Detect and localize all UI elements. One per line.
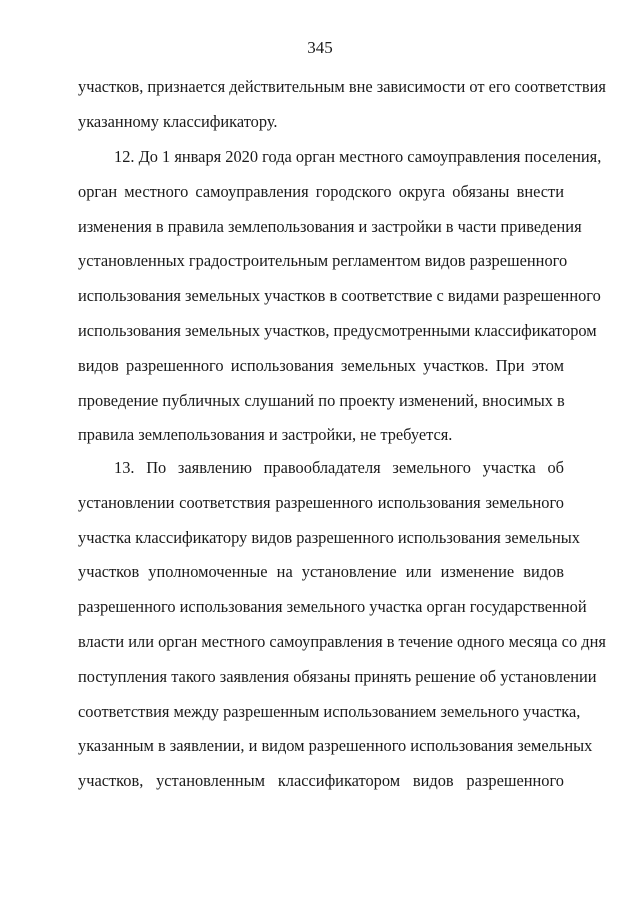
paragraph-12 <box>78 140 602 453</box>
text-line: изменения в правила землепользования и застройки в части приведения <box>78 216 582 236</box>
text-line: 12. До 1 января 2020 года орган местного самоуправления поселения, <box>114 147 602 166</box>
text-line: участков, признается действительным вне зависимости от его соответствия <box>78 77 606 96</box>
text-line: установленных градостроительным регламентом видов разрешенного <box>78 251 568 271</box>
text-line: использования земельных участков, предусмотренными классификатором <box>78 320 597 340</box>
text-line: участков, установленным классификатором видов разрешенного <box>78 771 564 791</box>
text-line: участка классификатору видов разрешенного использования земельных <box>78 527 580 547</box>
text-line: проведение публичных слушаний по проекту изменений, вносимых в <box>78 390 565 410</box>
text-line: указанному классификатору. <box>78 111 278 131</box>
page-number: 345 <box>307 38 333 57</box>
text-line: поступления такого заявления обязаны принять решение об установлении <box>78 666 597 686</box>
text-line: правила землепользования и застройки, не требуется. <box>78 425 453 445</box>
text-line: власти или орган местного самоуправления в течение одного месяца со дня <box>78 631 606 651</box>
text-line: использования земельных участков в соответствие с видами разрешенного <box>78 286 601 306</box>
text-line: участков уполномоченные на установление или изменение видов <box>78 562 564 582</box>
text-line: 13. По заявлению правообладателя земельного участка об <box>114 458 564 477</box>
text-line: видов разрешенного использования земельных участков. При этом <box>78 355 564 375</box>
text-line: указанным в заявлении, и видом разрешенного использования земельных <box>78 736 593 756</box>
text-line: разрешенного использования земельного участка орган государственной <box>78 597 587 617</box>
text-line: орган местного самоуправления городского округа обязаны внести <box>78 181 564 201</box>
text-line: установлении соответствия разрешенного использования земельного <box>78 492 564 512</box>
paragraph-13 <box>78 451 606 799</box>
paragraph-continuation <box>78 70 606 140</box>
text-line: соответствия между разрешенным использованием земельного участка, <box>78 701 581 721</box>
